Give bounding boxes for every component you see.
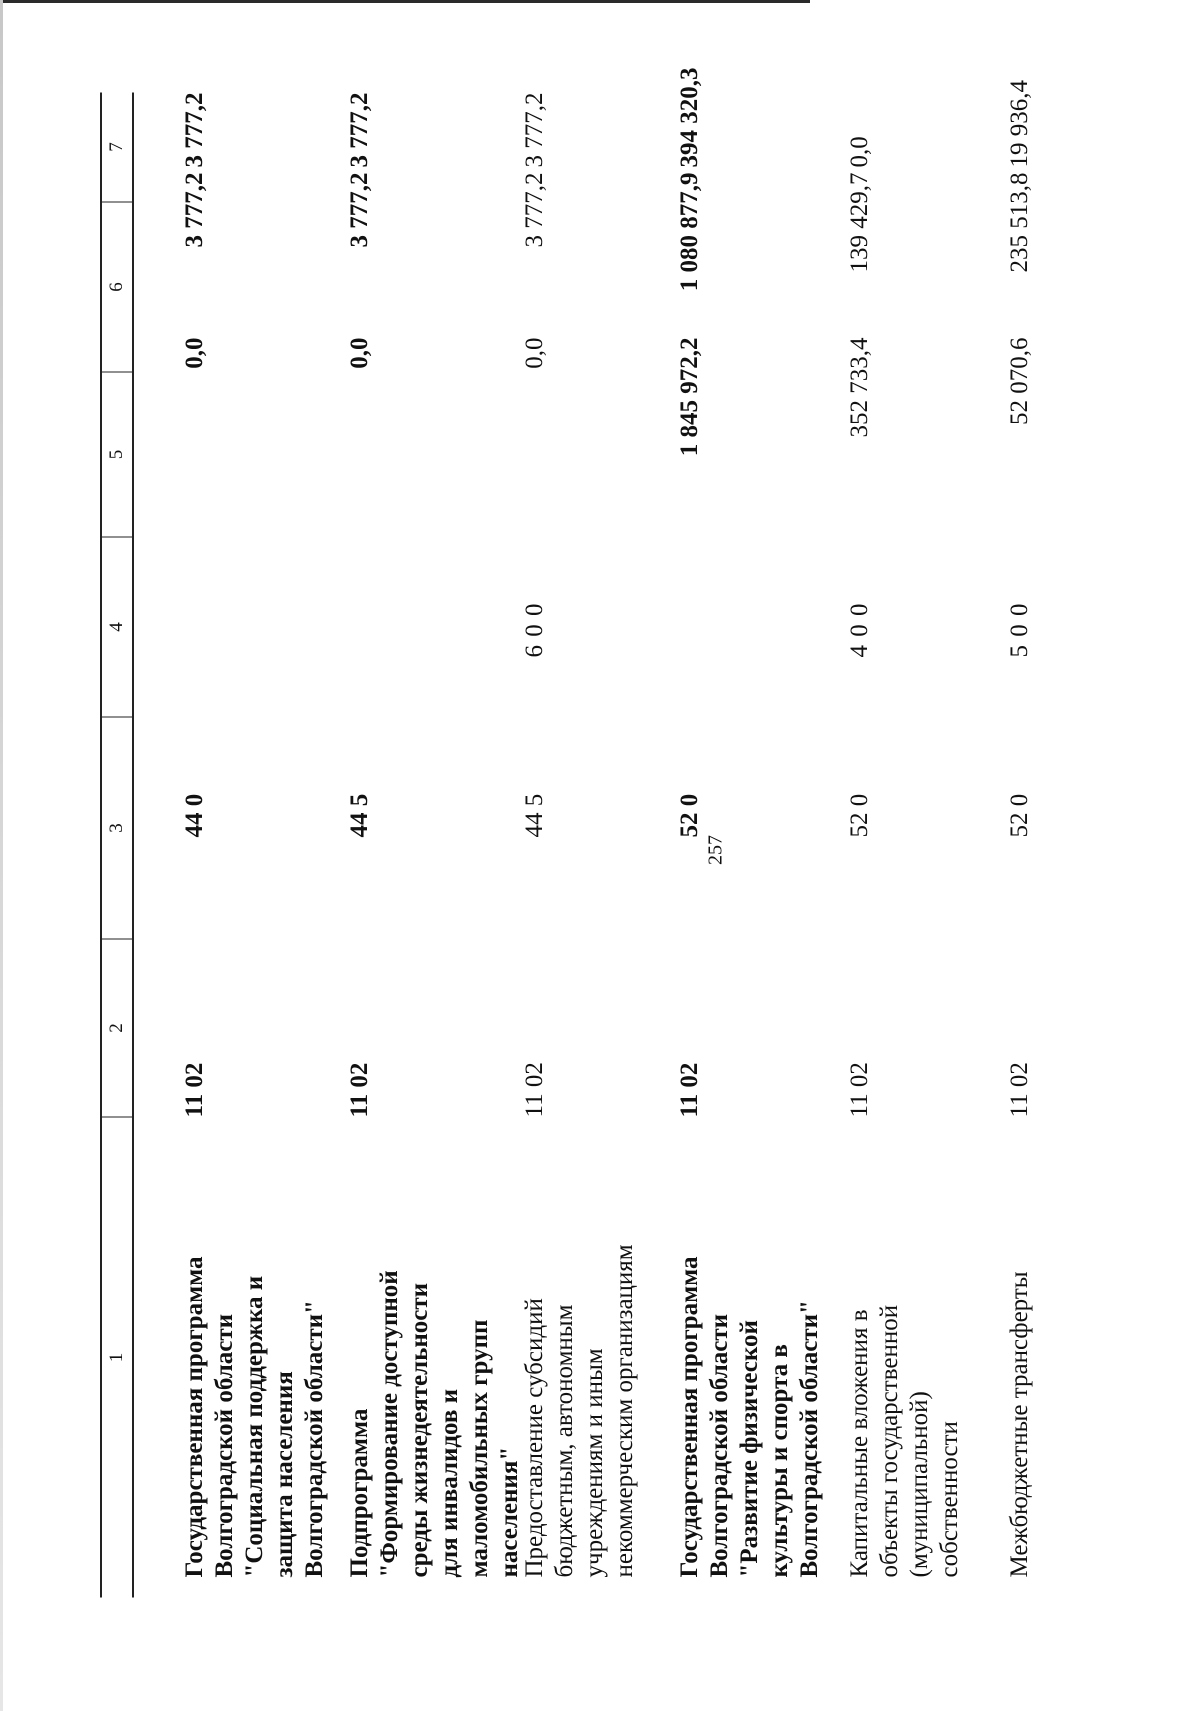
- row-col-2: 11 02: [1006, 1062, 1033, 1118]
- row-col-7: 3 777,2: [521, 92, 548, 168]
- row-col-3: 52 0: [1006, 793, 1033, 838]
- row-col-4: 6 0 0: [521, 602, 548, 658]
- row-col-5: 352 733,4: [846, 337, 873, 438]
- row-col-3: 52 0: [676, 793, 703, 838]
- row-name: Подпрограмма "Формирование доступной среды жизнедеятельности для инвалидов и маломобильных групп населения": [346, 1270, 523, 1578]
- row-col-3: 44 5: [346, 793, 373, 838]
- row-col-6: 3 777,2: [181, 172, 208, 248]
- row-col-6: 1 080 877,9: [676, 172, 703, 292]
- row-col-3: 44 0: [181, 793, 208, 838]
- row-name: Предоставление субсидий бюджетным, автономным учреждениям и иным некоммерческим организациям: [521, 1244, 638, 1578]
- page-number: 257: [704, 835, 727, 865]
- row-col-3: 52 0: [846, 793, 873, 838]
- header-col-7: 7: [102, 93, 132, 203]
- header-col-5: 5: [102, 373, 132, 538]
- budget-table: [100, 67, 1100, 1598]
- header-col-4: 4: [102, 538, 132, 718]
- header-col-2: 2: [102, 940, 132, 1118]
- row-col-2: 11 02: [846, 1062, 873, 1118]
- row-col-2: 11 02: [676, 1062, 703, 1118]
- row-name: Капитальные вложения в объекты государственной (муниципальной) собственности: [846, 1304, 963, 1578]
- row-col-6: 235 513,8: [1006, 172, 1033, 273]
- row-col-4: 5 0 0: [1006, 602, 1033, 658]
- row-col-7: 394 320,3: [676, 67, 703, 168]
- row-col-2: 11 02: [181, 1062, 208, 1118]
- row-col-3: 44 5: [521, 793, 548, 838]
- row-col-6: 139 429,7: [846, 172, 873, 273]
- row-col-7: 3 777,2: [346, 92, 373, 168]
- row-col-5: 1 845 972,2: [676, 337, 703, 457]
- row-col-5: 52 070,6: [1006, 337, 1033, 425]
- header-col-1: 1: [106, 1352, 127, 1363]
- row-name: Государственная программа Волгоградской области "Социальная поддержка и защита населения Волгоградской области": [181, 1256, 328, 1578]
- row-col-5: 0,0: [521, 337, 548, 369]
- row-col-2: 11 02: [521, 1062, 548, 1118]
- row-col-5: 0,0: [181, 337, 208, 369]
- row-col-6: 3 777,2: [346, 172, 373, 248]
- row-col-7: 0,0: [846, 136, 873, 168]
- scan-edge-left: [0, 0, 3, 1711]
- row-col-6: 3 777,2: [521, 172, 548, 248]
- header-col-3: 3: [102, 718, 132, 940]
- row-col-4: 4 0 0: [846, 602, 873, 658]
- table-header-row: [100, 93, 134, 1598]
- row-col-2: 11 02: [346, 1062, 373, 1118]
- row-col-5: 0,0: [346, 337, 373, 369]
- row-col-7: 19 936,4: [1006, 80, 1033, 168]
- row-name: Государственная программа Волгоградской области "Развитие физической культуры и спорта в Волгоградской области": [676, 1256, 823, 1578]
- row-name: Межбюджетные трансферты: [1006, 1271, 1033, 1578]
- row-col-7: 3 777,2: [181, 92, 208, 168]
- header-col-6: 6: [102, 203, 132, 373]
